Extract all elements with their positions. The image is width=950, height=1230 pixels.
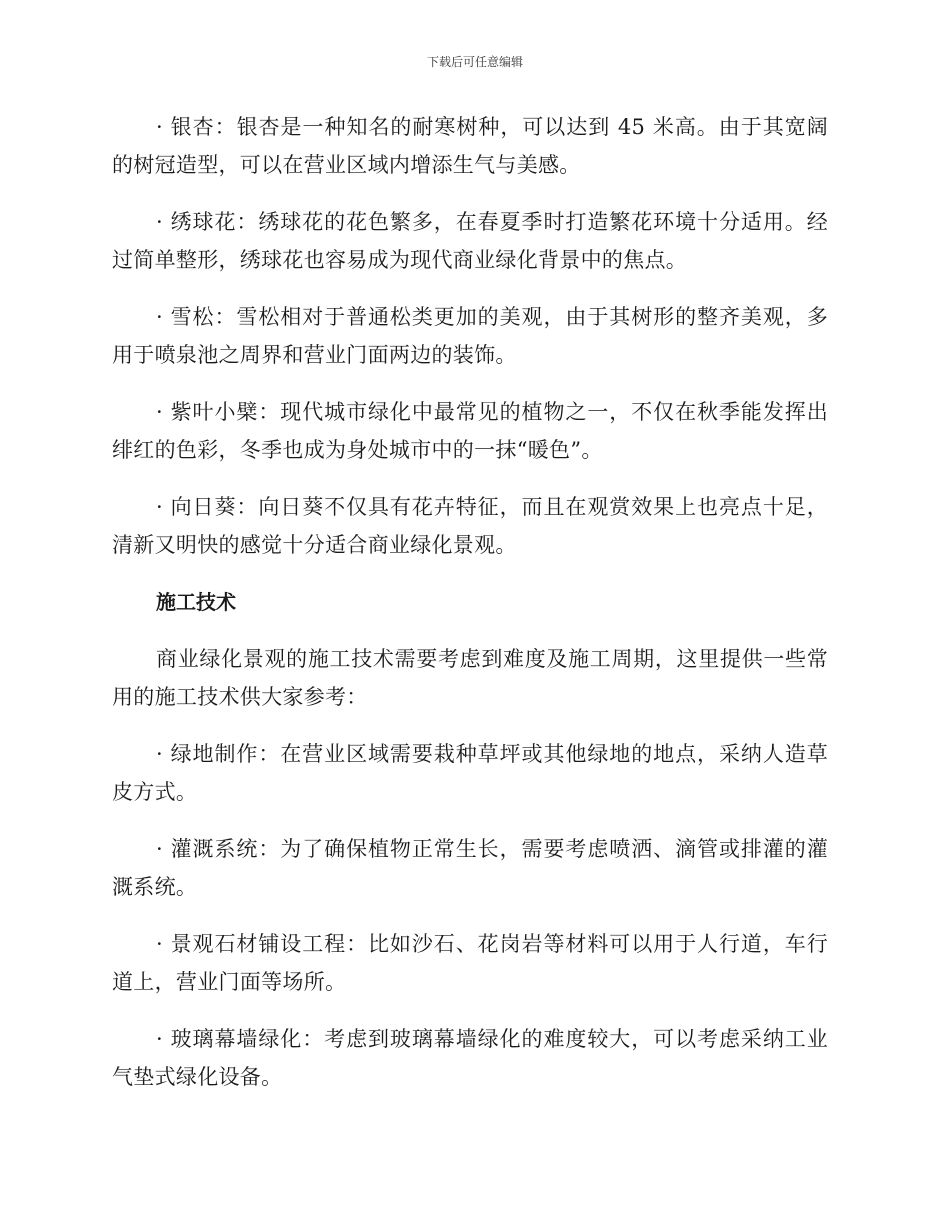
section-heading: 施工技术 xyxy=(156,590,236,614)
paragraph-glass-wall: · 玻璃幕墙绿化：考虑到玻璃幕墙绿化的难度较大，可以考虑采纳工业气垫式绿化设备。 xyxy=(112,1027,828,1089)
paragraph-lawn: · 绿地制作：在营业区域需要栽种草坪或其他绿地的地点，采纳人造草皮方式。 xyxy=(112,742,828,804)
document-body xyxy=(112,108,828,1115)
paragraph-hydrangea: · 绣球花：绣球花的花色繁多，在春夏季时打造繁花环境十分适用。经过简单整形，绣球花也容易成为现代商业绿化背景中的焦点。 xyxy=(112,210,828,272)
paragraph-sunflower: · 向日葵：向日葵不仅具有花卉特征，而且在观赏效果上也亮点十足，清新又明快的感觉十分适合商业绿化景观。 xyxy=(112,495,828,557)
paragraph-irrigation: · 灌溉系统：为了确保植物正常生长，需要考虑喷洒、滴管或排灌的灌溉系统。 xyxy=(112,837,828,899)
paragraph-barberry: · 紫叶小檗：现代城市绿化中最常见的植物之一，不仅在秋季能发挥出绯红的色彩，冬季也成为身处城市中的一抹“暖色”。 xyxy=(112,400,828,462)
paragraph-ginkgo: · 银杏：银杏是一种知名的耐寒树种，可以达到 45 米高。由于其宽阔的树冠造型，可以在营业区域内增添生气与美感。 xyxy=(112,115,828,177)
section-intro: 商业绿化景观的施工技术需要考虑到难度及施工周期，这里提供一些常用的施工技术供大家参考： xyxy=(112,647,828,709)
page-header: 下载后可任意编辑 xyxy=(426,55,523,69)
paragraph-cedar: · 雪松：雪松相对于普通松类更加的美观，由于其树形的整齐美观，多用于喷泉池之周界和营业门面两边的装饰。 xyxy=(112,305,828,367)
paragraph-stone-paving: · 景观石材铺设工程：比如沙石、花岗岩等材料可以用于人行道，车行道上，营业门面等场所。 xyxy=(112,932,828,994)
